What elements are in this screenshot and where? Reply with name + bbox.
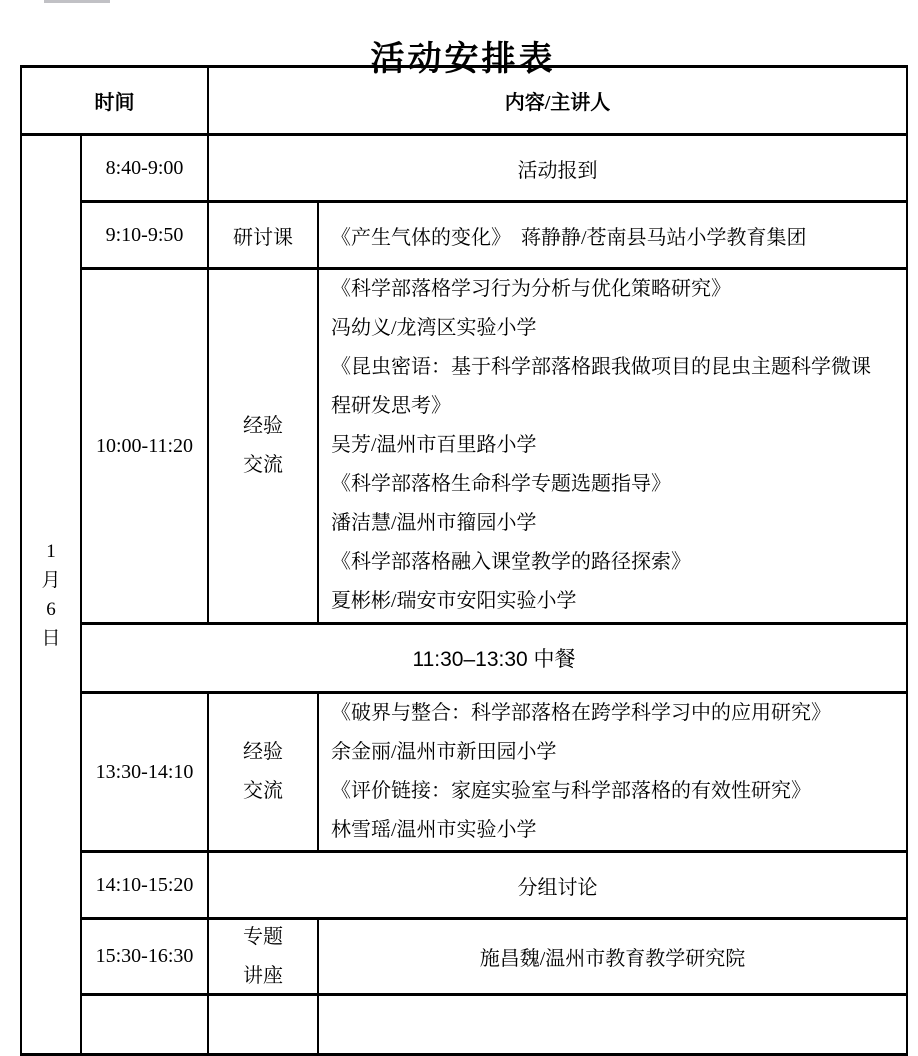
session-type-line: 经验 <box>243 415 283 437</box>
date-char: 6 <box>46 598 56 620</box>
session-type-cell <box>209 270 319 625</box>
time-cell: 10:00-11:20 <box>82 270 209 625</box>
session-type-line: 专题 <box>243 925 283 948</box>
time-cell: 13:30-14:10 <box>82 694 209 853</box>
session-type-cell: 研讨课 <box>209 203 319 270</box>
time-cell: 15:30-16:30 <box>82 920 209 996</box>
session-type-cell <box>209 920 319 996</box>
time-cell-partial <box>82 996 209 1056</box>
top-gray-bar-fragment <box>44 0 110 3</box>
header-cell-time: 时间 <box>22 68 209 136</box>
content-line: 《破界与整合：科学部落格在跨学科学习中的应用研究》 <box>331 702 831 724</box>
content-cell: 分组讨论 <box>209 853 908 920</box>
content-line: 潘洁慧/温州市籀园小学 <box>331 512 537 534</box>
content-cell: 《产生气体的变化》 蒋静静/苍南县马站小学教育集团 <box>319 203 908 270</box>
content-line: 《科学部落格融入课堂教学的路径探索》 <box>331 551 691 573</box>
time-cell: 8:40-9:00 <box>82 136 209 203</box>
content-cell: 活动报到 <box>209 136 908 203</box>
content-line: 《昆虫密语：基于科学部落格跟我做项目的昆虫主题科学微课 <box>331 356 871 378</box>
content-line: 林雪瑶/温州市实验小学 <box>331 819 537 841</box>
header-cell-content: 内容/主讲人 <box>209 68 908 136</box>
date-char: 日 <box>41 627 61 649</box>
content-line: 程研发思考》 <box>331 395 451 417</box>
page-title: 活动安排表 <box>370 40 556 78</box>
date-char: 月 <box>41 569 61 591</box>
session-type-line: 交流 <box>243 780 283 802</box>
content-line: 《科学部落格学习行为分析与优化策略研究》 <box>331 278 731 300</box>
time-cell: 14:10-15:20 <box>82 853 209 920</box>
content-line: 余金丽/温州市新田园小学 <box>331 741 557 763</box>
content-line: 吴芳/温州市百里路小学 <box>331 434 537 456</box>
schedule-table <box>20 65 908 1056</box>
content-cell <box>319 694 908 853</box>
content-cell <box>319 270 908 625</box>
lunch-cell: 11:30–13:30 中餐 <box>82 625 908 694</box>
session-type-line: 交流 <box>243 454 283 476</box>
content-cell-partial <box>319 996 908 1056</box>
content-line: 冯幼义/龙湾区实验小学 <box>331 317 537 339</box>
date-cell <box>22 136 82 1056</box>
session-type-line: 讲座 <box>243 964 283 987</box>
content-line: 夏彬彬/瑞安市安阳实验小学 <box>331 590 577 612</box>
session-type-cell-partial <box>209 996 319 1056</box>
session-type-cell <box>209 694 319 853</box>
time-cell: 9:10-9:50 <box>82 203 209 270</box>
date-char: 1 <box>46 540 56 562</box>
content-line: 《科学部落格生命科学专题选题指导》 <box>331 473 671 495</box>
content-cell: 施昌魏/温州市教育教学研究院 <box>319 920 908 996</box>
session-type-line: 经验 <box>243 741 283 763</box>
content-line: 《评价链接：家庭实验室与科学部落格的有效性研究》 <box>331 780 811 802</box>
